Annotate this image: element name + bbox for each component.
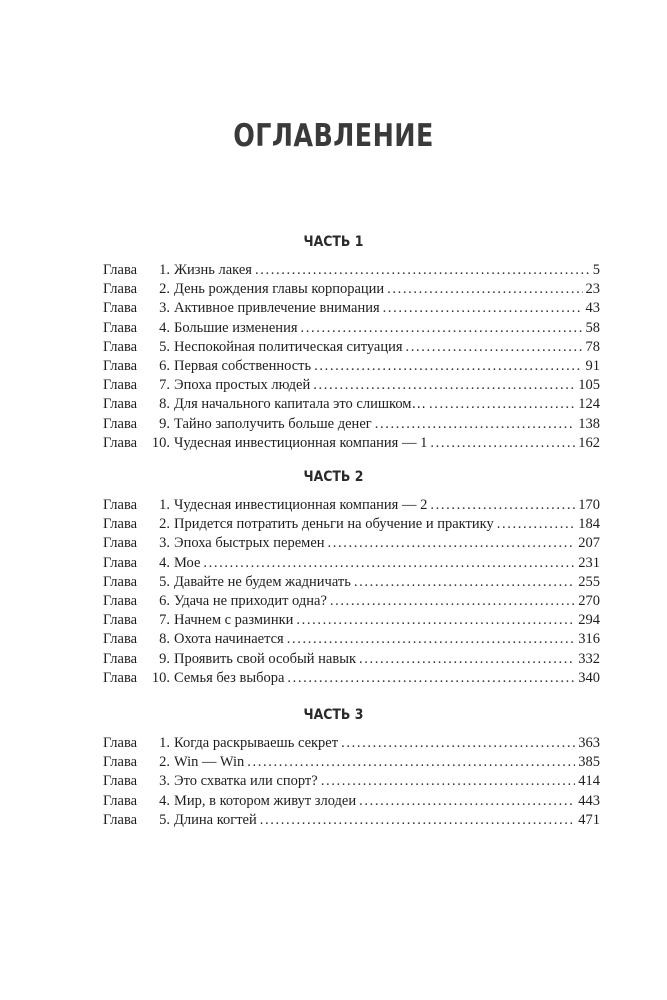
chapter-page-number: 443 bbox=[578, 792, 600, 809]
chapter-title: Начнем с разминки bbox=[174, 612, 294, 629]
chapter-title: Для начального капитала это слишком… bbox=[174, 396, 426, 413]
toc-entry bbox=[103, 534, 600, 553]
chapter-page-number: 170 bbox=[578, 497, 600, 513]
toc-entry bbox=[103, 515, 600, 534]
dot-leader bbox=[497, 515, 576, 534]
chapter-title: Придется потратить деньги на обучение и практику bbox=[174, 516, 494, 533]
chapter-page-number: 332 bbox=[578, 650, 600, 667]
chapter-number: 3. bbox=[159, 773, 170, 790]
chapter-page-number: 184 bbox=[578, 516, 600, 533]
toc-entry bbox=[103, 434, 600, 453]
chapter-page-number: 385 bbox=[578, 754, 600, 771]
dot-leader bbox=[328, 534, 576, 553]
chapter-title: Мир, в котором живут злодеи bbox=[174, 792, 357, 809]
chapter-number: 2. bbox=[159, 281, 170, 298]
chapter-number: 5. bbox=[159, 811, 170, 828]
chapter-page-number: 5 bbox=[592, 262, 600, 278]
chapter-page-number: 78 bbox=[585, 338, 600, 355]
dot-leader bbox=[301, 319, 583, 338]
chapter-page-number: 91 bbox=[585, 357, 600, 374]
chapter-page-number: 316 bbox=[578, 631, 600, 648]
chapter-word: Глава bbox=[103, 650, 138, 667]
dot-leader bbox=[287, 630, 576, 649]
dot-leader bbox=[429, 395, 575, 414]
dot-leader bbox=[430, 434, 575, 453]
chapter-word: Глава bbox=[103, 377, 138, 394]
toc-entry bbox=[103, 792, 600, 811]
chapter-page-number: 231 bbox=[578, 554, 600, 571]
toc-entry bbox=[103, 611, 600, 630]
chapter-page-number: 471 bbox=[578, 811, 600, 828]
chapter-title: Мое bbox=[174, 554, 201, 571]
chapter-page-number: 207 bbox=[578, 535, 600, 552]
part-heading-1: ЧАСТЬ 1 bbox=[303, 234, 364, 250]
chapter-number: 5. bbox=[159, 573, 170, 590]
chapter-number: 1. bbox=[159, 262, 170, 278]
chapter-number: 1. bbox=[159, 735, 170, 751]
chapter-number: 9. bbox=[159, 650, 170, 667]
chapter-number: 2. bbox=[159, 516, 170, 533]
chapter-title: Это схватка или спорт? bbox=[174, 773, 318, 790]
chapter-title: Когда раскрываешь секрет bbox=[174, 735, 339, 751]
chapter-word: Глава bbox=[103, 357, 138, 374]
dot-leader bbox=[255, 261, 590, 280]
chapter-word: Глава bbox=[103, 535, 138, 552]
toc-entry bbox=[103, 357, 600, 376]
chapter-word: Глава bbox=[103, 300, 138, 317]
chapter-page-number: 363 bbox=[578, 735, 600, 751]
chapter-page-number: 138 bbox=[578, 415, 600, 432]
toc-entry bbox=[103, 299, 600, 318]
toc-entry bbox=[103, 650, 600, 669]
chapter-number: 10. bbox=[151, 434, 170, 451]
chapter-title: Охота начинается bbox=[174, 631, 284, 648]
chapter-title: Чудесная инвестиционная компания — 2 bbox=[174, 497, 428, 513]
dot-leader bbox=[203, 554, 575, 573]
chapter-page-number: 255 bbox=[578, 573, 600, 590]
chapter-page-number: 23 bbox=[585, 281, 600, 298]
dot-leader bbox=[287, 669, 575, 688]
chapter-word: Глава bbox=[103, 773, 138, 790]
chapter-page-number: 105 bbox=[578, 377, 600, 394]
chapter-word: Глава bbox=[103, 735, 138, 751]
chapter-page-number: 340 bbox=[578, 669, 600, 686]
chapter-number: 5. bbox=[159, 338, 170, 355]
chapter-number: 6. bbox=[159, 357, 170, 374]
dot-leader bbox=[383, 299, 583, 318]
toc-entry bbox=[103, 554, 600, 573]
toc-entry bbox=[103, 319, 600, 338]
dot-leader bbox=[314, 357, 582, 376]
dot-leader bbox=[375, 415, 576, 434]
chapter-page-number: 124 bbox=[578, 396, 600, 413]
chapter-page-number: 414 bbox=[578, 773, 600, 790]
toc-entry bbox=[103, 573, 600, 592]
chapter-title: Эпоха быстрых перемен bbox=[174, 535, 325, 552]
dot-leader bbox=[359, 650, 575, 669]
toc-entry bbox=[103, 734, 600, 753]
toc-entry bbox=[103, 811, 600, 830]
chapter-word: Глава bbox=[103, 554, 138, 571]
toc-entry bbox=[103, 630, 600, 649]
chapter-word: Глава bbox=[103, 516, 138, 533]
chapter-word: Глава bbox=[103, 631, 138, 648]
toc-entry bbox=[103, 338, 600, 357]
chapter-number: 3. bbox=[159, 300, 170, 317]
chapter-title: Проявить свой особый навык bbox=[174, 650, 356, 667]
dot-leader bbox=[296, 611, 575, 630]
toc-entry bbox=[103, 772, 600, 791]
chapter-number: 8. bbox=[159, 631, 170, 648]
chapter-number: 4. bbox=[159, 319, 170, 336]
dot-leader bbox=[359, 792, 575, 811]
chapter-number: 6. bbox=[159, 592, 170, 609]
chapter-page-number: 43 bbox=[585, 300, 600, 317]
chapter-title: Длина когтей bbox=[174, 811, 257, 828]
chapter-word: Глава bbox=[103, 262, 138, 278]
chapter-title: Удача не приходит одна? bbox=[174, 592, 327, 609]
chapter-title: Давайте не будем жадничать bbox=[174, 573, 351, 590]
toc-entry bbox=[103, 669, 600, 688]
dot-leader bbox=[321, 772, 576, 791]
chapter-title: Win — Win bbox=[174, 754, 245, 771]
chapter-number: 7. bbox=[159, 377, 170, 394]
part-2-chapter-list bbox=[103, 496, 600, 688]
chapter-word: Глава bbox=[103, 754, 138, 771]
chapter-title: Чудесная инвестиционная компания — 1 bbox=[174, 434, 428, 451]
dot-leader bbox=[354, 573, 575, 592]
dot-leader bbox=[313, 376, 575, 395]
chapter-number: 7. bbox=[159, 612, 170, 629]
chapter-number: 10. bbox=[151, 669, 170, 686]
chapter-word: Глава bbox=[103, 415, 138, 432]
dot-leader bbox=[341, 734, 575, 753]
chapter-number: 4. bbox=[159, 792, 170, 809]
chapter-word: Глава bbox=[103, 497, 138, 513]
chapter-word: Глава bbox=[103, 573, 138, 590]
chapter-title: Активное привлечение внимания bbox=[174, 300, 380, 317]
chapter-title: Неспокойная политическая ситуация bbox=[174, 338, 403, 355]
toc-entry bbox=[103, 592, 600, 611]
chapter-word: Глава bbox=[103, 338, 138, 355]
chapter-word: Глава bbox=[103, 792, 138, 809]
chapter-page-number: 162 bbox=[578, 434, 600, 451]
part-3-chapter-list bbox=[103, 734, 600, 830]
chapter-title: Большие изменения bbox=[174, 319, 298, 336]
toc-entry bbox=[103, 376, 600, 395]
dot-leader bbox=[330, 592, 575, 611]
chapter-page-number: 294 bbox=[578, 612, 600, 629]
chapter-page-number: 58 bbox=[585, 319, 600, 336]
chapter-title: День рождения главы корпорации bbox=[174, 281, 385, 298]
toc-entry bbox=[103, 496, 600, 515]
toc-entry bbox=[103, 415, 600, 434]
chapter-word: Глава bbox=[103, 319, 138, 336]
chapter-number: 3. bbox=[159, 535, 170, 552]
chapter-title: Тайно заполучить больше денег bbox=[174, 415, 372, 432]
chapter-title: Первая собственность bbox=[174, 357, 312, 374]
dot-leader bbox=[430, 496, 575, 515]
chapter-number: 2. bbox=[159, 754, 170, 771]
chapter-word: Глава bbox=[103, 592, 138, 609]
toc-entry bbox=[103, 395, 600, 414]
dot-leader bbox=[260, 811, 576, 830]
toc-entry bbox=[103, 753, 600, 772]
toc-entry bbox=[103, 261, 600, 280]
chapter-title: Жизнь лакея bbox=[174, 262, 252, 278]
chapter-page-number: 270 bbox=[578, 592, 600, 609]
dot-leader bbox=[247, 753, 575, 772]
chapter-word: Глава bbox=[103, 811, 138, 828]
chapter-number: 9. bbox=[159, 415, 170, 432]
chapter-title: Семья без выбора bbox=[174, 669, 285, 686]
chapter-number: 4. bbox=[159, 554, 170, 571]
chapter-word: Глава bbox=[103, 434, 138, 451]
chapter-word: Глава bbox=[103, 281, 138, 298]
chapter-number: 8. bbox=[159, 396, 170, 413]
chapter-word: Глава bbox=[103, 396, 138, 413]
chapter-title: Эпоха простых людей bbox=[174, 377, 311, 394]
chapter-word: Глава bbox=[103, 612, 138, 629]
part-heading-2: ЧАСТЬ 2 bbox=[303, 469, 364, 485]
toc-entry bbox=[103, 280, 600, 299]
chapter-word: Глава bbox=[103, 669, 138, 686]
chapter-number: 1. bbox=[159, 497, 170, 513]
dot-leader bbox=[387, 280, 582, 299]
page-title: ОГЛАВЛЕНИЕ bbox=[233, 118, 434, 154]
dot-leader bbox=[406, 338, 583, 357]
part-1-chapter-list bbox=[103, 261, 600, 453]
part-heading-3: ЧАСТЬ 3 bbox=[303, 707, 364, 723]
